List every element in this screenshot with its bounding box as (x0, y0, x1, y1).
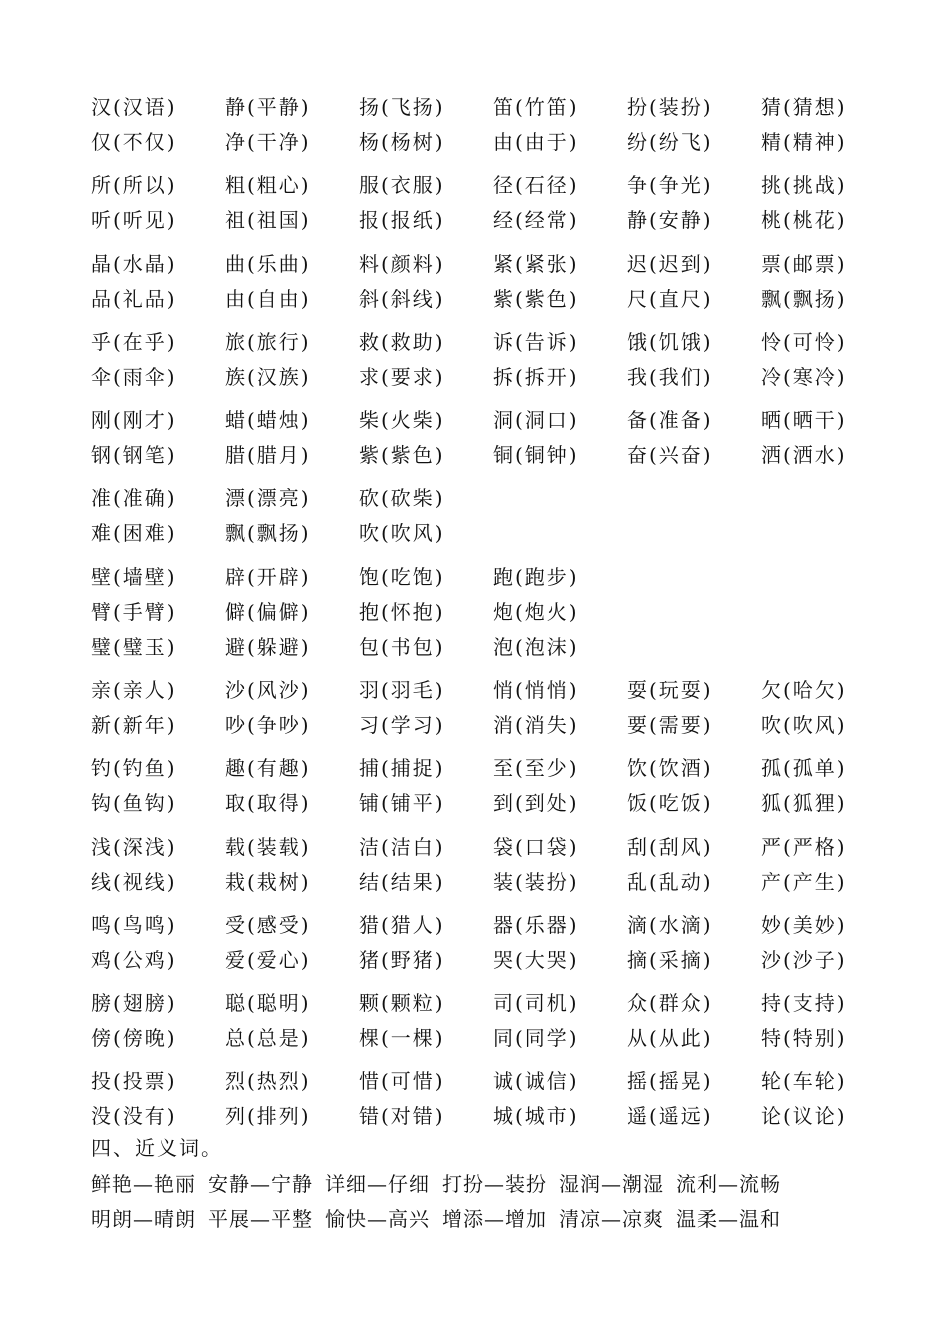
word-group (91, 245, 895, 315)
word-entry: 鸡(公鸡) (91, 948, 177, 972)
word-entry: 洞(洞口) (493, 408, 579, 432)
word-entry: 晶(水晶) (91, 252, 177, 276)
word-entry: 救(救助) (359, 330, 445, 354)
word-entry: 璧(璧玉) (91, 635, 177, 659)
word-entry: 包(书包) (359, 635, 445, 659)
word-entry: 栽(栽树) (225, 870, 311, 894)
word-entry: 粗(粗心) (225, 173, 311, 197)
word-row (91, 514, 493, 549)
word-row (91, 628, 627, 663)
word-entry: 迟(迟到) (627, 252, 713, 276)
word-entry: 曲(乐曲) (225, 252, 311, 276)
word-entry: 新(新年) (91, 713, 177, 737)
word-entry: 钓(钓鱼) (91, 756, 177, 780)
word-entry: 饭(吃饭) (627, 791, 713, 815)
word-group (91, 984, 895, 1054)
word-entry: 扬(飞扬) (359, 95, 445, 119)
word-entry: 投(投票) (91, 1069, 177, 1093)
section-heading: 四、近义词。 (91, 1136, 223, 1160)
word-group (91, 749, 895, 819)
word-entry: 特(特别) (761, 1026, 847, 1050)
word-entry: 产(产生) (761, 870, 847, 894)
word-row (91, 558, 627, 593)
word-entry: 饮(饮酒) (627, 756, 713, 780)
word-entry: 钩(鱼钩) (91, 791, 177, 815)
word-entry: 我(我们) (627, 365, 713, 389)
word-entry: 桃(桃花) (761, 208, 847, 232)
word-row (91, 88, 895, 123)
word-entry: 腊(腊月) (225, 443, 311, 467)
word-entry: 票(邮票) (761, 252, 847, 276)
word-entry: 诚(诚信) (493, 1069, 579, 1093)
word-entry: 经(经常) (493, 208, 579, 232)
word-entry: 备(准备) (627, 408, 713, 432)
word-entry: 傍(傍晚) (91, 1026, 177, 1050)
synonym-pair: 湿润—潮湿 (559, 1172, 664, 1196)
word-entry: 难(困难) (91, 521, 177, 545)
synonym-pair: 温柔—温和 (676, 1207, 781, 1231)
word-entry: 晒(晒干) (761, 408, 847, 432)
word-entry: 到(到处) (493, 791, 579, 815)
word-entry: 趣(有趣) (225, 756, 311, 780)
word-entry: 膀(翅膀) (91, 991, 177, 1015)
word-row (91, 828, 895, 863)
word-entry: 准(准确) (91, 486, 177, 510)
synonym-pair: 清凉—凉爽 (559, 1207, 664, 1231)
word-row (91, 706, 895, 741)
word-entry: 怜(可怜) (761, 330, 847, 354)
synonym-pair: 鲜艳—艳丽 (91, 1172, 196, 1196)
word-row (91, 593, 627, 628)
word-row (91, 906, 895, 941)
word-entry: 乱(乱动) (627, 870, 713, 894)
word-entry: 洁(洁白) (359, 835, 445, 859)
word-entry: 报(报纸) (359, 208, 445, 232)
word-entry: 铺(铺平) (359, 791, 445, 815)
word-group (91, 906, 895, 976)
word-entry: 避(躲避) (225, 635, 311, 659)
word-row (91, 784, 895, 819)
word-entry: 铜(铜钟) (493, 443, 579, 467)
word-row (91, 749, 895, 784)
word-entry: 尺(直尺) (627, 287, 713, 311)
synonym-pair: 安静—宁静 (208, 1172, 313, 1196)
word-entry: 袋(口袋) (493, 835, 579, 859)
word-entry: 浅(深浅) (91, 835, 177, 859)
word-entry: 拆(拆开) (493, 365, 579, 389)
word-entry: 紧(紧张) (493, 252, 579, 276)
word-entry: 城(城市) (493, 1104, 579, 1128)
word-entry: 飘(飘扬) (761, 287, 847, 311)
word-entry: 消(消失) (493, 713, 579, 737)
word-entry: 妙(美妙) (761, 913, 847, 937)
word-entry: 至(至少) (493, 756, 579, 780)
word-entry: 摘(采摘) (627, 948, 713, 972)
word-entry: 结(结果) (359, 870, 445, 894)
synonym-row (91, 1203, 793, 1232)
word-entry: 亲(亲人) (91, 678, 177, 702)
word-entry: 炮(炮火) (493, 600, 579, 624)
word-entry: 惜(可惜) (359, 1069, 445, 1093)
word-row (91, 1062, 895, 1097)
word-entry: 跑(跑步) (493, 565, 579, 589)
word-entry: 吹(吹风) (359, 521, 445, 545)
word-entry: 辟(开辟) (225, 565, 311, 589)
word-row (91, 166, 895, 201)
word-row (91, 245, 895, 280)
word-entry: 沙(沙子) (761, 948, 847, 972)
word-entry: 品(礼品) (91, 287, 177, 311)
word-entry: 臂(手臂) (91, 600, 177, 624)
word-entry: 严(严格) (761, 835, 847, 859)
synonym-row (91, 1168, 793, 1197)
word-entry: 祖(祖国) (225, 208, 311, 232)
word-row (91, 436, 895, 471)
word-entry: 遥(遥远) (627, 1104, 713, 1128)
word-row (91, 123, 895, 158)
word-entry: 饿(饥饿) (627, 330, 713, 354)
word-entry: 杨(杨树) (359, 130, 445, 154)
word-group (91, 1062, 895, 1132)
word-entry: 争(争光) (627, 173, 713, 197)
word-entry: 持(支持) (761, 991, 847, 1015)
word-entry: 紫(紫色) (493, 287, 579, 311)
word-row (91, 401, 895, 436)
word-row (91, 323, 895, 358)
word-entry: 静(安静) (627, 208, 713, 232)
word-entry: 纷(纷飞) (627, 130, 713, 154)
word-entry: 刮(刮风) (627, 835, 713, 859)
word-entry: 棵(一棵) (359, 1026, 445, 1050)
word-entry: 狐(狐狸) (761, 791, 847, 815)
word-group (91, 479, 493, 549)
synonym-pair: 平展—平整 (208, 1207, 313, 1231)
word-entry: 爱(爱心) (225, 948, 311, 972)
word-entry: 乎(在乎) (91, 330, 177, 354)
word-entry: 所(所以) (91, 173, 177, 197)
word-group (91, 828, 895, 898)
word-entry: 摇(摇晃) (627, 1069, 713, 1093)
word-entry: 壁(墙壁) (91, 565, 177, 589)
word-entry: 旅(旅行) (225, 330, 311, 354)
word-entry: 列(排列) (225, 1104, 311, 1128)
word-entry: 受(感受) (225, 913, 311, 937)
word-row (91, 358, 895, 393)
word-entry: 静(平静) (225, 95, 311, 119)
word-entry: 诉(告诉) (493, 330, 579, 354)
synonym-pair: 流利—流畅 (676, 1172, 781, 1196)
word-entry: 载(装载) (225, 835, 311, 859)
word-entry: 料(颜料) (359, 252, 445, 276)
synonym-pair: 详细—仔细 (325, 1172, 430, 1196)
word-entry: 蜡(蜡烛) (225, 408, 311, 432)
word-entry: 饱(吃饱) (359, 565, 445, 589)
word-row (91, 941, 895, 976)
word-entry: 众(群众) (627, 991, 713, 1015)
word-entry: 捕(捕捉) (359, 756, 445, 780)
word-entry: 吵(争吵) (225, 713, 311, 737)
word-entry: 冷(寒冷) (761, 365, 847, 389)
word-entry: 径(石径) (493, 173, 579, 197)
word-group (91, 166, 895, 236)
word-entry: 服(衣服) (359, 173, 445, 197)
word-entry: 洒(洒水) (761, 443, 847, 467)
synonym-pair: 打扮—装扮 (442, 1172, 547, 1196)
word-group (91, 401, 895, 471)
word-entry: 族(汉族) (225, 365, 311, 389)
word-entry: 汉(汉语) (91, 95, 177, 119)
word-entry: 轮(车轮) (761, 1069, 847, 1093)
word-group (91, 671, 895, 741)
word-entry: 悄(悄悄) (493, 678, 579, 702)
word-row (91, 984, 895, 1019)
word-entry: 挑(挑战) (761, 173, 847, 197)
synonym-pair: 愉快—高兴 (325, 1207, 430, 1231)
word-entry: 从(从此) (627, 1026, 713, 1050)
word-entry: 要(需要) (627, 713, 713, 737)
word-row (91, 863, 895, 898)
word-entry: 欠(哈欠) (761, 678, 847, 702)
word-entry: 伞(雨伞) (91, 365, 177, 389)
word-entry: 羽(羽毛) (359, 678, 445, 702)
word-entry: 抱(怀抱) (359, 600, 445, 624)
word-entry: 孤(孤单) (761, 756, 847, 780)
word-entry: 司(司机) (493, 991, 579, 1015)
word-entry: 错(对错) (359, 1104, 445, 1128)
word-entry: 砍(砍柴) (359, 486, 445, 510)
word-entry: 仅(不仅) (91, 130, 177, 154)
word-entry: 精(精神) (761, 130, 847, 154)
word-entry: 习(学习) (359, 713, 445, 737)
word-entry: 听(听见) (91, 208, 177, 232)
word-entry: 奋(兴奋) (627, 443, 713, 467)
word-entry: 钢(钢笔) (91, 443, 177, 467)
word-entry: 漂(漂亮) (225, 486, 311, 510)
word-entry: 猎(猎人) (359, 913, 445, 937)
word-entry: 斜(斜线) (359, 287, 445, 311)
word-row (91, 1097, 895, 1132)
word-entry: 没(没有) (91, 1104, 177, 1128)
word-entry: 取(取得) (225, 791, 311, 815)
word-entry: 鸣(鸟鸣) (91, 913, 177, 937)
word-row (91, 479, 493, 514)
word-row (91, 671, 895, 706)
word-entry: 求(要求) (359, 365, 445, 389)
word-group (91, 88, 895, 158)
word-entry: 扮(装扮) (627, 95, 713, 119)
word-entry: 滴(水滴) (627, 913, 713, 937)
word-entry: 线(视线) (91, 870, 177, 894)
word-entry: 论(议论) (761, 1104, 847, 1128)
word-entry: 同(同学) (493, 1026, 579, 1050)
word-entry: 猪(野猪) (359, 948, 445, 972)
word-entry: 烈(热烈) (225, 1069, 311, 1093)
word-entry: 泡(泡沫) (493, 635, 579, 659)
word-row (91, 201, 895, 236)
word-entry: 僻(偏僻) (225, 600, 311, 624)
word-entry: 总(总是) (225, 1026, 311, 1050)
word-row (91, 1019, 895, 1054)
word-row (91, 280, 895, 315)
word-group (91, 323, 895, 393)
word-entry: 颗(颗粒) (359, 991, 445, 1015)
word-group (91, 558, 627, 663)
word-entry: 装(装扮) (493, 870, 579, 894)
synonym-pair: 增添—增加 (442, 1207, 547, 1231)
word-entry: 吹(吹风) (761, 713, 847, 737)
word-entry: 耍(玩耍) (627, 678, 713, 702)
word-entry: 器(乐器) (493, 913, 579, 937)
word-entry: 聪(聪明) (225, 991, 311, 1015)
word-entry: 柴(火柴) (359, 408, 445, 432)
word-entry: 笛(竹笛) (493, 95, 579, 119)
synonym-pair: 明朗—晴朗 (91, 1207, 196, 1231)
word-entry: 飘(飘扬) (225, 521, 311, 545)
word-entry: 紫(紫色) (359, 443, 445, 467)
word-entry: 刚(刚才) (91, 408, 177, 432)
word-entry: 哭(大哭) (493, 948, 579, 972)
word-entry: 由(自由) (225, 287, 311, 311)
word-entry: 净(干净) (225, 130, 311, 154)
word-entry: 猜(猜想) (761, 95, 847, 119)
word-entry: 由(由于) (493, 130, 579, 154)
word-entry: 沙(风沙) (225, 678, 311, 702)
